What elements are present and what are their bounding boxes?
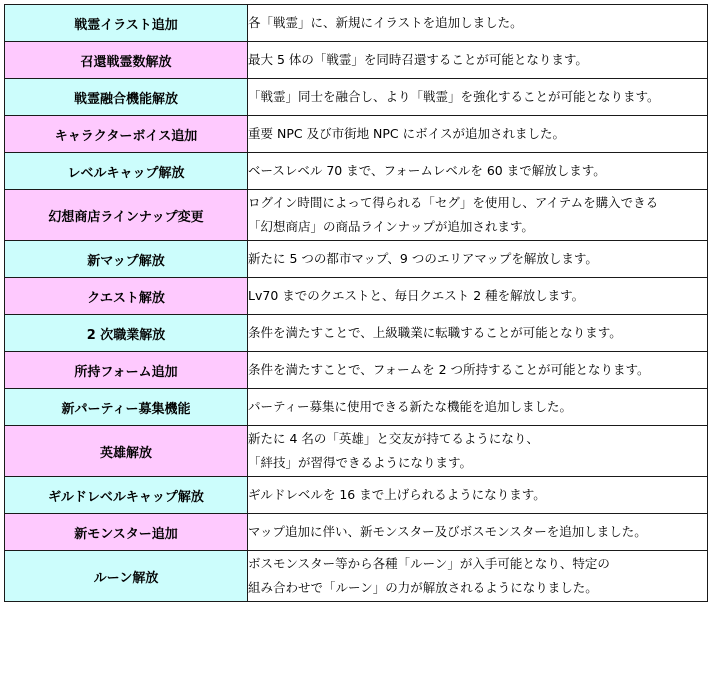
feature-name-cell: クエスト解放	[5, 278, 248, 315]
table-row	[5, 352, 708, 389]
description-line: 組み合わせで「ルーン」の力が解放されるようになりました。	[248, 580, 598, 595]
feature-description-cell	[248, 79, 708, 116]
feature-description-cell	[248, 5, 708, 42]
description-line: 「絆技」が習得できるようになります。	[248, 455, 473, 470]
table-row	[5, 389, 708, 426]
feature-name-cell: 幻想商店ラインナップ変更	[5, 190, 248, 241]
description-line: ログイン時間によって得られる「セグ」を使用し、アイテムを購入できる	[248, 195, 659, 210]
feature-name-cell: 2 次職業解放	[5, 315, 248, 352]
description-line: 各「戦霊」に、新規にイラストを追加しました。	[248, 15, 523, 30]
feature-name-cell: 召還戦霊数解放	[5, 42, 248, 79]
feature-description-cell	[248, 42, 708, 79]
feature-description-cell	[248, 153, 708, 190]
table-row	[5, 116, 708, 153]
description-line: ボスモンスター等から各種「ルーン」が入手可能となり、特定の	[248, 556, 610, 571]
feature-name-cell: 新モンスター追加	[5, 514, 248, 551]
table-row	[5, 514, 708, 551]
feature-description-cell	[248, 514, 708, 551]
feature-description-cell	[248, 190, 708, 241]
description-line: 最大 5 体の「戦霊」を同時召還することが可能となります。	[248, 52, 588, 67]
feature-table-body	[5, 5, 708, 602]
feature-description-cell	[248, 241, 708, 278]
description-line: 条件を満たすことで、フォームを 2 つ所持することが可能となります。	[248, 362, 650, 377]
feature-table	[4, 4, 708, 602]
table-row	[5, 426, 708, 477]
table-row	[5, 42, 708, 79]
description-line: Lv70 までのクエストと、毎日クエスト 2 種を解放します。	[248, 288, 585, 303]
description-line: 新たに 4 名の「英雄」と交友が持てるようになり、	[248, 431, 539, 446]
feature-description-cell	[248, 426, 708, 477]
description-line: ベースレベル 70 まで、フォームレベルを 60 まで解放します。	[248, 163, 606, 178]
feature-name-cell: 所持フォーム追加	[5, 352, 248, 389]
feature-name-cell: ルーン解放	[5, 551, 248, 602]
description-line: ギルドレベルを 16 まで上げられるようになります。	[248, 487, 546, 502]
table-row	[5, 153, 708, 190]
feature-name-cell: 戦霊イラスト追加	[5, 5, 248, 42]
description-line: 新たに 5 つの都市マップ、9 つのエリアマップを解放します。	[248, 251, 598, 266]
table-row	[5, 551, 708, 602]
description-line: 「戦霊」同士を融合し、より「戦霊」を強化することが可能となります。	[248, 89, 660, 104]
feature-name-cell: 新パーティー募集機能	[5, 389, 248, 426]
feature-description-cell	[248, 389, 708, 426]
table-row	[5, 5, 708, 42]
feature-description-cell	[248, 352, 708, 389]
table-row	[5, 190, 708, 241]
feature-name-cell: レベルキャップ解放	[5, 153, 248, 190]
feature-name-cell: ギルドレベルキャップ解放	[5, 477, 248, 514]
description-line: 重要 NPC 及び市街地 NPC にボイスが追加されました。	[248, 126, 566, 141]
description-line: 「幻想商店」の商品ラインナップが追加されます。	[248, 219, 534, 234]
feature-description-cell	[248, 278, 708, 315]
feature-description-cell	[248, 116, 708, 153]
table-row	[5, 477, 708, 514]
feature-description-cell	[248, 551, 708, 602]
feature-name-cell: 新マップ解放	[5, 241, 248, 278]
table-row	[5, 315, 708, 352]
table-row	[5, 79, 708, 116]
table-row	[5, 241, 708, 278]
description-line: 条件を満たすことで、上級職業に転職することが可能となります。	[248, 325, 622, 340]
feature-description-cell	[248, 477, 708, 514]
feature-name-cell: 戦霊融合機能解放	[5, 79, 248, 116]
feature-description-cell	[248, 315, 708, 352]
table-row	[5, 278, 708, 315]
description-line: パーティー募集に使用できる新たな機能を追加しました。	[248, 399, 573, 414]
feature-name-cell: 英雄解放	[5, 426, 248, 477]
feature-name-cell: キャラクターボイス追加	[5, 116, 248, 153]
description-line: マップ追加に伴い、新モンスター及びボスモンスターを追加しました。	[248, 524, 647, 539]
